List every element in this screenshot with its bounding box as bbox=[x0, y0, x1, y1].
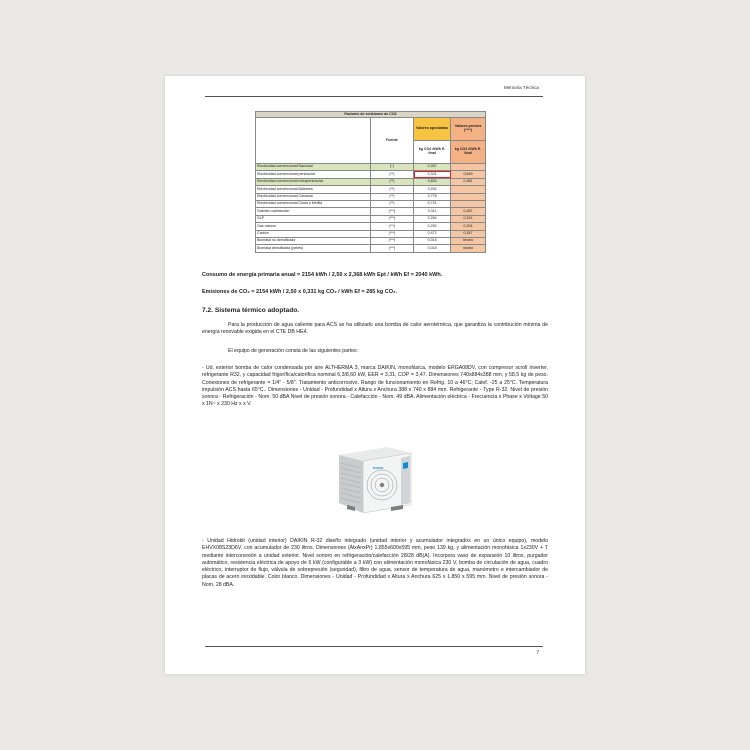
table-cell-valor-previo bbox=[451, 186, 486, 193]
outdoor-unit-image bbox=[331, 441, 415, 519]
table-row bbox=[256, 193, 486, 200]
table-row bbox=[256, 186, 486, 193]
consumo-line: Consumo de energía primaria anual = 2154 kWh / 2,50 x 2,368 kWh Ept / kWh Ef = 2040 kWh. bbox=[202, 272, 443, 278]
table-cell-mark: (***) bbox=[370, 245, 413, 252]
table-cell-valor-previo: 0,244 bbox=[451, 215, 486, 222]
table-cell-valor-previo: 0,204 bbox=[451, 223, 486, 230]
table-cell-source: Biomasa no densificada bbox=[256, 237, 371, 244]
table-row bbox=[256, 230, 486, 237]
table-row bbox=[256, 171, 486, 178]
table-cell-source: GLP bbox=[256, 215, 371, 222]
table-cell-source: Electricidad convencional Baleares bbox=[256, 186, 371, 193]
table-cell-mark: (***) bbox=[370, 215, 413, 222]
table-cell-valor-aprobado: 0,472 bbox=[414, 230, 451, 237]
unidad-exterior-paragraph: - Ud. exterior bomba de calor condensada por aire ALTHERMA 3, marca DAIKIN, monofásica, modelo ERGA08DV, con compresor scroll inverter, refrigerante R32, y capacidad frigorífica/calorífica nominal 6,3/8,60 kW, EER = 3,31, COP = 3,47. Dimensiones 740x884x388 mm, y 58,5 kg de peso. Conexiones de refrigerante = 1/4" - 5/8". Tratamiento anticorrosivo. Rango de funcionamiento en Refrig. 10 a 46°C; Calef. -25 a 25°C. Temperatura impulsión ACS hasta 65°C.. Dimensiones - Unidad - Profundidad x Altura x Anchura 388 x 740 x 884 mm. Refrigerante - Type R-32. Nivel de presión sonora - Refrigeración - Nom. 50 dBA Nivel de presión sonora - Calefacción - Nom. 49 dBA. Alimentación eléctrica - Frecuencia x Phase x Voltage 50 x 1N~ x 230 Hz x x V. bbox=[202, 365, 548, 408]
table-cell-valor-aprobado: 0,018 bbox=[414, 237, 451, 244]
emissions-table bbox=[255, 111, 486, 253]
table-row bbox=[256, 178, 486, 185]
table-cell-source: Carbón bbox=[256, 230, 371, 237]
table-cell-valor-aprobado: 0,018 bbox=[414, 245, 451, 252]
table-cell-valor-previo: neutro bbox=[451, 245, 486, 252]
table-header-fuente: Fuente bbox=[370, 118, 413, 164]
table-cell-valor-previo: neutro bbox=[451, 237, 486, 244]
table-cell-valor-aprobado: 0,331 bbox=[414, 171, 451, 178]
table-cell-source: Gasóleo calefacción bbox=[256, 208, 371, 215]
table-header-valores-previos: Valores previos (****) bbox=[451, 118, 486, 141]
table-title: Factores de emisiones de CO2 bbox=[256, 112, 486, 118]
table-cell-mark: (***) bbox=[370, 237, 413, 244]
document-page bbox=[165, 76, 585, 674]
table-cell-mark: (***) bbox=[370, 223, 413, 230]
table-cell-valor-aprobado: 0,254 bbox=[414, 215, 451, 222]
table-cell-source: Electricidad convencional Nacional bbox=[256, 164, 371, 171]
table-cell-mark: (***) bbox=[370, 230, 413, 237]
table-cell-valor-previo: 0,287 bbox=[451, 208, 486, 215]
table-cell-source: Biomasa densificada (pelets) bbox=[256, 245, 371, 252]
table-cell-mark: (*) bbox=[370, 164, 413, 171]
table-cell-valor-previo bbox=[451, 164, 486, 171]
table-cell-valor-previo bbox=[451, 193, 486, 200]
table-cell-valor-previo: 0,649 bbox=[451, 171, 486, 178]
table-cell-valor-aprobado: 0,357 bbox=[414, 164, 451, 171]
table-body bbox=[256, 164, 486, 253]
table-row bbox=[256, 208, 486, 215]
page-number: 7 bbox=[536, 650, 539, 656]
table-cell-mark: (**) bbox=[370, 186, 413, 193]
table-cell-valor-previo: 0,981 bbox=[451, 178, 486, 185]
table-cell-mark: (**) bbox=[370, 171, 413, 178]
table-cell-source: Electricidad convencional peninsular bbox=[256, 171, 371, 178]
table-row bbox=[256, 200, 486, 207]
intro-paragraph: Para la producción de agua caliente para ACS se ha utilizado una bomba de calor aerotérmica, que garantiza la contribución mínima de energía renovable exigida en el CTE DB HE4. bbox=[202, 322, 548, 336]
table-cell-valor-aprobado: 0,252 bbox=[414, 223, 451, 230]
table-row bbox=[256, 215, 486, 222]
unidad-interior-paragraph: - Unidad Hidrokit (unidad interior) DAIKIN R-32 diseño integrado (unidad interior y acumulador integrados en un único equipo), modelo EHVX08S23D6V, con acumulador de 230 litros. Dimensiones (AlxAnxPr) 1.855x600x595 mm, peso 139 kg, y alimentación monofásica 1x230V + T mediante interconexión a unidad exterior. Nivel sonoro en refrigeración/calefacción 28/28 dB(A). Incorpora vaso de expansión 10 litros, purgador automático, resistencia eléctrica de apoyo de 6 kW (configurable a 3 kW) con alimentación monofásica 230 V, bomba de circulación de agua, cuadro eléctrico, interruptor de flujo, válvula de sobrepresión (seguridad), filtro de agua, sensor de temperatura de agua, manómetro e intercambiador de placas de acero inoxidable. Color blanco. Dimensiones - Unidad - Profundidad x Altura x Anchura 625 x 1.850 x 595 mm. Nivel de presión sonora - Nom. 28 dBA. bbox=[202, 538, 548, 588]
table-cell-mark: (**) bbox=[370, 193, 413, 200]
table-row bbox=[256, 164, 486, 171]
table-row bbox=[256, 237, 486, 244]
table-cell-valor-previo: 0,347 bbox=[451, 230, 486, 237]
section-title: 7.2. Sistema térmico adoptado. bbox=[202, 307, 300, 314]
table-header-valores-aprobados: Valores aprobados bbox=[414, 118, 451, 141]
table-cell-source: Electricidad convencional Canarias bbox=[256, 193, 371, 200]
table-row bbox=[256, 245, 486, 252]
table-cell-valor-aprobado: 0,833 bbox=[414, 178, 451, 185]
table-cell-mark: (**) bbox=[370, 178, 413, 185]
table-cell-valor-aprobado: 0,932 bbox=[414, 186, 451, 193]
footer-divider bbox=[205, 646, 543, 647]
header-title: Memoria Técnica bbox=[503, 85, 539, 90]
table-blank-header bbox=[256, 118, 371, 164]
table-cell-valor-aprobado: 0,776 bbox=[414, 193, 451, 200]
brand-logo: DAIKIN bbox=[373, 466, 384, 470]
emisiones-line: Emisiones de CO₂ = 2154 kWh / 2,50 x 0,331 kg CO₂ / kWh Ef = 285 kg CO₂. bbox=[202, 289, 398, 295]
equipo-paragraph: El equipo de generación consta de las siguientes partes: bbox=[228, 348, 359, 354]
table-cell-source: Gas natural bbox=[256, 223, 371, 230]
table-cell-valor-previo bbox=[451, 200, 486, 207]
table-row bbox=[256, 223, 486, 230]
table-cell-valor-aprobado: 0,721 bbox=[414, 200, 451, 207]
table-cell-mark: (***) bbox=[370, 208, 413, 215]
header-divider bbox=[205, 96, 543, 97]
table-unit-previos: kg CO2 /kWh E. final bbox=[451, 141, 486, 164]
table-cell-source: Electricidad convencional Ceuta y Melilla bbox=[256, 200, 371, 207]
table-cell-source: Electricidad convencional extrapeninsular bbox=[256, 178, 371, 185]
table-cell-mark: (**) bbox=[370, 200, 413, 207]
table-unit-aprobados: kg CO2 /kWh E. final bbox=[414, 141, 451, 164]
table-cell-valor-aprobado: 0,311 bbox=[414, 208, 451, 215]
